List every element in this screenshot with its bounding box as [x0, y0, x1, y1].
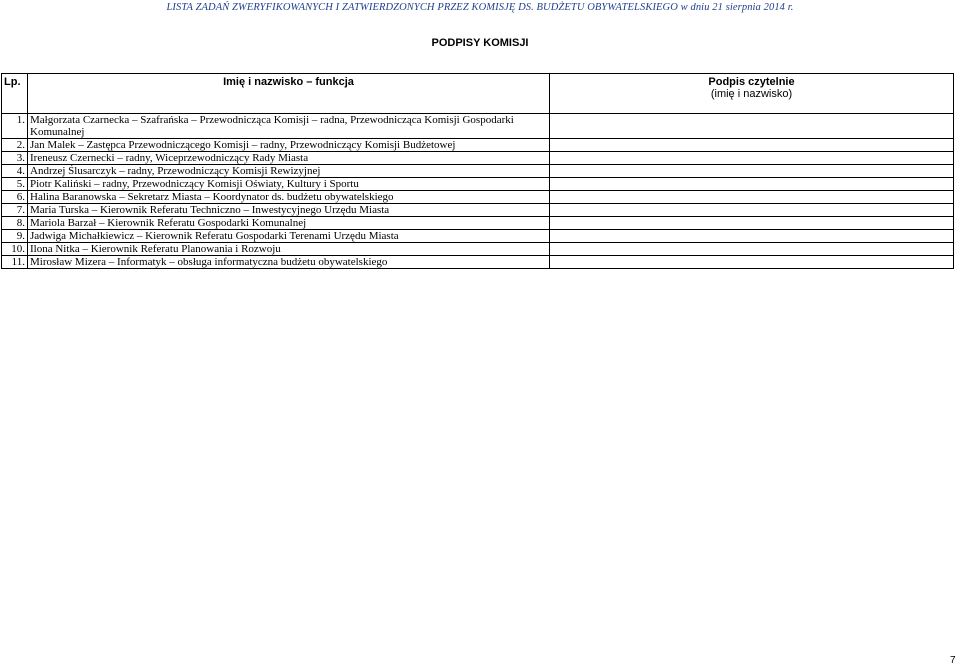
- row-member-name: Andrzej Ślusarczyk – radny, Przewodniczący Komisji Rewizyjnej: [28, 165, 550, 178]
- table-row: [2, 152, 954, 165]
- column-header-name: Imię i nazwisko – funkcja: [28, 74, 550, 114]
- table-header-row: [2, 74, 954, 114]
- row-member-name: Piotr Kaliński – radny, Przewodniczący Komisji Oświaty, Kultury i Sportu: [28, 178, 550, 191]
- row-signature-cell[interactable]: [550, 165, 954, 178]
- table-row: [2, 139, 954, 152]
- row-number: 6.: [2, 191, 28, 204]
- section-title: PODPISY KOMISJI: [431, 37, 529, 49]
- row-number: 7.: [2, 204, 28, 217]
- column-header-signature-subtitle: (imię i nazwisko): [710, 88, 793, 100]
- row-signature-cell[interactable]: [550, 243, 954, 256]
- column-header-signature-title: Podpis czytelnie: [708, 76, 795, 88]
- column-header-signature: [550, 74, 954, 114]
- row-member-name: Małgorzata Czarnecka – Szafrańska – Przewodnicząca Komisji – radna, Przewodnicząca Komisji Gospodarki Komunalnej: [28, 114, 550, 139]
- table-row: [2, 243, 954, 256]
- table-row: [2, 165, 954, 178]
- row-number: 5.: [2, 178, 28, 191]
- row-signature-cell[interactable]: [550, 178, 954, 191]
- row-member-name: Ireneusz Czernecki – radny, Wiceprzewodniczący Rady Miasta: [28, 152, 550, 165]
- row-number: 9.: [2, 230, 28, 243]
- row-member-name: Jadwiga Michałkiewicz – Kierownik Referatu Gospodarki Terenami Urzędu Miasta: [28, 230, 550, 243]
- row-signature-cell[interactable]: [550, 256, 954, 269]
- row-signature-cell[interactable]: [550, 114, 954, 139]
- row-number: 8.: [2, 217, 28, 230]
- signatures-table: [1, 73, 954, 269]
- row-number: 1.: [2, 114, 28, 139]
- row-signature-cell[interactable]: [550, 152, 954, 165]
- row-signature-cell[interactable]: [550, 217, 954, 230]
- column-header-lp: Lp.: [2, 74, 28, 114]
- row-member-name: Mariola Barzał – Kierownik Referatu Gospodarki Komunalnej: [28, 217, 550, 230]
- row-member-name: Mirosław Mizera – Informatyk – obsługa informatyczna budżetu obywatelskiego: [28, 256, 550, 269]
- row-number: 10.: [2, 243, 28, 256]
- row-number: 2.: [2, 139, 28, 152]
- row-member-name: Ilona Nitka – Kierownik Referatu Planowania i Rozwoju: [28, 243, 550, 256]
- row-signature-cell[interactable]: [550, 191, 954, 204]
- table-row: [2, 217, 954, 230]
- row-number: 3.: [2, 152, 28, 165]
- row-member-name: Halina Baranowska – Sekretarz Miasta – Koordynator ds. budżetu obywatelskiego: [28, 191, 550, 204]
- table-row: [2, 230, 954, 243]
- row-number: 11.: [2, 256, 28, 269]
- table-row: [2, 204, 954, 217]
- table-row: [2, 178, 954, 191]
- row-signature-cell[interactable]: [550, 204, 954, 217]
- row-member-name: Maria Turska – Kierownik Referatu Techniczno – Inwestycyjnego Urzędu Miasta: [28, 204, 550, 217]
- table-row: [2, 191, 954, 204]
- row-number: 4.: [2, 165, 28, 178]
- row-signature-cell[interactable]: [550, 139, 954, 152]
- document-header-title: LISTA ZADAŃ ZWERYFIKOWANYCH I ZATWIERDZONYCH PRZEZ KOMISJĘ DS. BUDŻETU OBYWATELSKIEGO w dniu 21 sierpnia 2014 r.: [166, 2, 794, 13]
- row-member-name: Jan Malek – Zastępca Przewodniczącego Komisji – radny, Przewodniczący Komisji Budżetowej: [28, 139, 550, 152]
- row-signature-cell[interactable]: [550, 230, 954, 243]
- table-row: [2, 256, 954, 269]
- table-row: [2, 114, 954, 139]
- page-number: 7: [950, 655, 956, 666]
